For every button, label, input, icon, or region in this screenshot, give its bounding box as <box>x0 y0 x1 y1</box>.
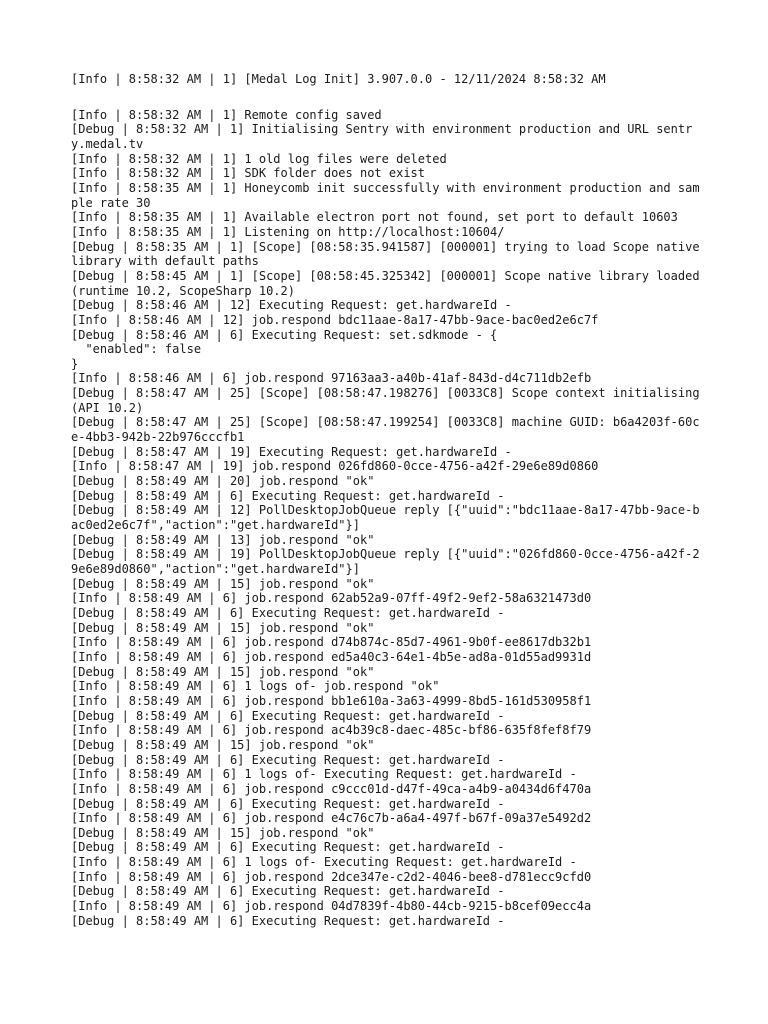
log-line: [Debug | 8:58:32 AM | 1] Initialising Sentry with environment production and URL sentry.medal.tv <box>71 122 693 151</box>
log-line: [Debug | 8:58:49 AM | 6] Executing Request: get.hardwareId - <box>71 913 505 928</box>
log-line: [Debug | 8:58:47 AM | 19] Executing Request: get.hardwareId - <box>71 444 512 459</box>
log-line: } <box>71 356 79 371</box>
log-line: [Debug | 8:58:35 AM | 1] [Scope] [08:58:35.941587] [000001] trying to load Scope native library with default paths <box>71 239 707 269</box>
log-line: [Info | 8:58:49 AM | 6] job.respond d74b874c-85d7-4961-9b0f-ee8617db32b1 <box>71 635 592 650</box>
log-line: [Debug | 8:58:49 AM | 6] Executing Request: get.hardwareId - <box>71 840 505 855</box>
log-line: [Info | 8:58:32 AM | 1] Remote config saved <box>71 107 382 122</box>
log-line: [Debug | 8:58:47 AM | 25] [Scope] [08:58:47.198276] [0033C8] Scope context initialising (API 10.2) <box>71 386 707 415</box>
blank-line <box>71 87 701 108</box>
log-line: [Debug | 8:58:49 AM | 19] PollDesktopJobQueue reply [{"uuid":"026fd860-0cce-4756-a42f-29e6e89d0860","action":"get.hardwareId"}] <box>71 547 700 576</box>
log-line: [Info | 8:58:46 AM | 12] job.respond bdc11aae-8a17-47bb-9ace-bac0ed2e6c7f <box>71 312 599 327</box>
log-line: [Info | 8:58:49 AM | 6] job.respond c9ccc01d-d47f-49ca-a4b9-a0434d6f470a <box>71 781 592 796</box>
log-line: [Debug | 8:58:49 AM | 6] Executing Request: get.hardwareId - <box>71 605 505 620</box>
log-line: [Debug | 8:58:46 AM | 12] Executing Request: get.hardwareId - <box>71 298 512 313</box>
log-line: "enabled": false <box>71 342 202 357</box>
log-line: [Debug | 8:58:49 AM | 12] PollDesktopJobQueue reply [{"uuid":"bdc11aae-8a17-47bb-9ace-bac0ed2e6c7f","action":"get.hardwareId"}] <box>71 503 700 533</box>
log-line: [Info | 8:58:49 AM | 6] 1 logs of- job.respond "ok" <box>71 679 440 694</box>
log-line: [Info | 8:58:35 AM | 1] Honeycomb init successfully with environment production and sample rate 30 <box>71 180 700 210</box>
log-line: [Info | 8:58:35 AM | 1] Available electron port not found, set port to default 10603 <box>71 210 678 225</box>
log-line: [Info | 8:58:49 AM | 6] 1 logs of- Executing Request: get.hardwareId - <box>71 855 577 870</box>
log-line: [Debug | 8:58:49 AM | 6] Executing Request: get.hardwareId - <box>71 752 505 767</box>
log-line: [Info | 8:58:49 AM | 6] job.respond ed5a40c3-64e1-4b5e-ad8a-01d55ad9931d <box>71 649 592 664</box>
log-line: [Debug | 8:58:49 AM | 15] job.respond "ok" <box>71 664 375 679</box>
log-line: [Debug | 8:58:49 AM | 13] job.respond "ok" <box>71 532 375 547</box>
log-line: [Debug | 8:58:45 AM | 1] [Scope] [08:58:45.325342] [000001] Scope native library loaded (runtime 10.2, ScopeSharp 10.2) <box>71 268 707 298</box>
log-line: [Info | 8:58:32 AM | 1] SDK folder does not exist <box>71 166 426 181</box>
log-line: [Debug | 8:58:46 AM | 6] Executing Request: set.sdkmode - { <box>71 327 498 342</box>
log-line: [Info | 8:58:49 AM | 6] job.respond 04d7839f-4b80-44cb-9215-b8cef09ecc4a <box>71 899 592 914</box>
log-line: [Info | 8:58:49 AM | 6] job.respond bb1e610a-3a63-4999-8bd5-161d530958f1 <box>71 693 592 708</box>
log-header-line: [Info | 8:58:32 AM | 1] [Medal Log Init] 3.907.0.0 - 12/11/2024 8:58:32 AM <box>71 72 606 86</box>
log-line: [Debug | 8:58:49 AM | 15] job.respond "ok" <box>71 620 375 635</box>
log-line: [Info | 8:58:49 AM | 6] job.respond 2dce347e-c2d2-4046-bee8-d781ecc9cfd0 <box>71 869 592 884</box>
log-line: [Debug | 8:58:47 AM | 25] [Scope] [08:58:47.199254] [0033C8] machine GUID: b6a4203f-60ce-4bb3-942b-22b976cccfb1 <box>71 415 700 445</box>
log-line: [Info | 8:58:35 AM | 1] Listening on http://localhost:10604/ <box>71 224 505 239</box>
log-line: [Debug | 8:58:49 AM | 6] Executing Request: get.hardwareId - <box>71 708 505 723</box>
log-document <box>71 72 707 928</box>
log-line: [Debug | 8:58:49 AM | 15] job.respond "ok" <box>71 825 375 840</box>
log-line: [Debug | 8:58:49 AM | 6] Executing Request: get.hardwareId - <box>71 488 505 503</box>
log-line: [Info | 8:58:32 AM | 1] 1 old log files were deleted <box>71 151 447 166</box>
log-line: [Debug | 8:58:49 AM | 6] Executing Request: get.hardwareId - <box>71 884 505 899</box>
log-line: [Debug | 8:58:49 AM | 20] job.respond "ok" <box>71 474 375 489</box>
log-line: [Info | 8:58:47 AM | 19] job.respond 026fd860-0cce-4756-a42f-29e6e89d0860 <box>71 459 599 474</box>
log-line: [Info | 8:58:46 AM | 6] job.respond 97163aa3-a40b-41af-843d-d4c711db2efb <box>71 371 592 386</box>
log-line: [Info | 8:58:49 AM | 6] job.respond 62ab52a9-07ff-49f2-9ef2-58a6321473d0 <box>71 591 592 606</box>
log-line: [Info | 8:58:49 AM | 6] 1 logs of- Executing Request: get.hardwareId - <box>71 767 577 782</box>
log-line: [Debug | 8:58:49 AM | 6] Executing Request: get.hardwareId - <box>71 796 505 811</box>
log-lines-container <box>71 107 707 929</box>
log-line: [Info | 8:58:49 AM | 6] job.respond e4c76c7b-a6a4-497f-b67f-09a37e5492d2 <box>71 811 592 826</box>
log-line: [Debug | 8:58:49 AM | 15] job.respond "ok" <box>71 576 375 591</box>
log-line: [Debug | 8:58:49 AM | 15] job.respond "ok" <box>71 737 375 752</box>
log-line: [Info | 8:58:49 AM | 6] job.respond ac4b39c8-daec-485c-bf86-635f8fef8f79 <box>71 723 592 738</box>
